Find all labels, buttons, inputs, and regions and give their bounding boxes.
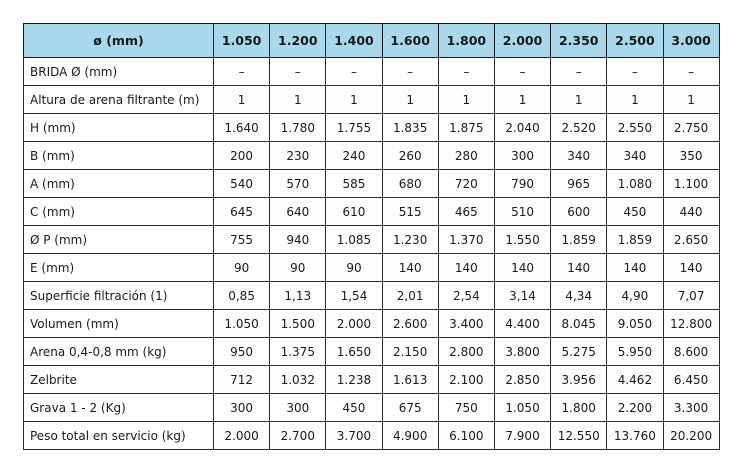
row-label: Altura de arena filtrante (m) (24, 86, 214, 114)
table-cell: 712 (214, 366, 270, 394)
table-cell: 90 (214, 254, 270, 282)
table-cell: – (551, 58, 607, 86)
table-cell: 140 (663, 254, 719, 282)
header-size-1800: 1.800 (438, 24, 494, 58)
table-cell: 1.050 (214, 310, 270, 338)
table-cell: – (494, 58, 550, 86)
table-cell: 610 (326, 198, 382, 226)
table-row (24, 86, 720, 114)
table-cell: 140 (382, 254, 438, 282)
table-row (24, 282, 720, 310)
table-cell: 2.520 (551, 114, 607, 142)
table-cell: 7,07 (663, 282, 719, 310)
row-label: C (mm) (24, 198, 214, 226)
table-cell: 1 (551, 86, 607, 114)
table-cell: 1.613 (382, 366, 438, 394)
table-cell: 8.045 (551, 310, 607, 338)
table-row (24, 422, 720, 450)
table-cell: 2.650 (663, 226, 719, 254)
table-cell: 2,01 (382, 282, 438, 310)
table-row (24, 114, 720, 142)
table-cell: 6.450 (663, 366, 719, 394)
header-size-1600: 1.600 (382, 24, 438, 58)
table-cell: 1 (663, 86, 719, 114)
table-cell: 3.700 (326, 422, 382, 450)
row-label: Arena 0,4-0,8 mm (kg) (24, 338, 214, 366)
table-cell: 2.200 (607, 394, 663, 422)
row-label: Peso total en servicio (kg) (24, 422, 214, 450)
table-row (24, 338, 720, 366)
table-cell: 2.700 (270, 422, 326, 450)
table-row (24, 394, 720, 422)
table-cell: 140 (607, 254, 663, 282)
table-cell: 90 (326, 254, 382, 282)
table-cell: 2,54 (438, 282, 494, 310)
table-cell: 1.375 (270, 338, 326, 366)
row-label: Volumen (mm) (24, 310, 214, 338)
table-cell: 540 (214, 170, 270, 198)
header-size-3000: 3.000 (663, 24, 719, 58)
filter-spec-table (23, 23, 720, 450)
row-label: A (mm) (24, 170, 214, 198)
filter-spec-table-container (23, 23, 719, 450)
table-cell: 3.956 (551, 366, 607, 394)
table-cell: 13.760 (607, 422, 663, 450)
table-cell: – (214, 58, 270, 86)
table-cell: 1.032 (270, 366, 326, 394)
table-cell: 12.550 (551, 422, 607, 450)
table-cell: 720 (438, 170, 494, 198)
table-cell: 940 (270, 226, 326, 254)
table-cell: 1.755 (326, 114, 382, 142)
table-cell: 8.600 (663, 338, 719, 366)
table-cell: 6.100 (438, 422, 494, 450)
header-size-2350: 2.350 (551, 24, 607, 58)
table-cell: 3,14 (494, 282, 550, 310)
table-cell: 1.080 (607, 170, 663, 198)
table-row (24, 366, 720, 394)
table-cell: 1 (382, 86, 438, 114)
table-cell: 675 (382, 394, 438, 422)
row-label: BRIDA Ø (mm) (24, 58, 214, 86)
table-cell: 680 (382, 170, 438, 198)
table-cell: 1 (607, 86, 663, 114)
table-cell: 2.040 (494, 114, 550, 142)
table-cell: 230 (270, 142, 326, 170)
table-cell: 300 (494, 142, 550, 170)
table-cell: 5.950 (607, 338, 663, 366)
table-cell: 465 (438, 198, 494, 226)
table-cell: 1 (438, 86, 494, 114)
table-cell: 645 (214, 198, 270, 226)
table-cell: 1.500 (270, 310, 326, 338)
header-size-1200: 1.200 (270, 24, 326, 58)
table-cell: 1.835 (382, 114, 438, 142)
table-cell: 4,34 (551, 282, 607, 310)
table-cell: 3.300 (663, 394, 719, 422)
table-row (24, 170, 720, 198)
header-size-2000: 2.000 (494, 24, 550, 58)
table-cell: 450 (326, 394, 382, 422)
table-cell: 1 (270, 86, 326, 114)
table-cell: 1.230 (382, 226, 438, 254)
table-cell: 965 (551, 170, 607, 198)
row-label: B (mm) (24, 142, 214, 170)
table-cell: 2.000 (214, 422, 270, 450)
table-cell: 2.800 (438, 338, 494, 366)
table-cell: 1.859 (607, 226, 663, 254)
table-cell: 1.875 (438, 114, 494, 142)
table-cell: 640 (270, 198, 326, 226)
table-cell: 1.050 (494, 394, 550, 422)
table-cell: 2.850 (494, 366, 550, 394)
table-cell: 2.750 (663, 114, 719, 142)
table-cell: 5.275 (551, 338, 607, 366)
table-cell: 140 (438, 254, 494, 282)
table-cell: 4,90 (607, 282, 663, 310)
table-cell: 12.800 (663, 310, 719, 338)
table-cell: – (382, 58, 438, 86)
table-cell: 90 (270, 254, 326, 282)
table-cell: 515 (382, 198, 438, 226)
row-label: Grava 1 - 2 (Kg) (24, 394, 214, 422)
table-cell: 1.650 (326, 338, 382, 366)
header-size-1050: 1.050 (214, 24, 270, 58)
table-cell: 200 (214, 142, 270, 170)
table-cell: 3.800 (494, 338, 550, 366)
table-cell: 1.859 (551, 226, 607, 254)
table-cell: 950 (214, 338, 270, 366)
table-cell: 1.370 (438, 226, 494, 254)
table-cell: 600 (551, 198, 607, 226)
row-label: E (mm) (24, 254, 214, 282)
table-cell: 1.085 (326, 226, 382, 254)
table-cell: 0,85 (214, 282, 270, 310)
table-cell: 300 (270, 394, 326, 422)
table-cell: 1.550 (494, 226, 550, 254)
table-cell: 2.150 (382, 338, 438, 366)
header-size-2500: 2.500 (607, 24, 663, 58)
table-cell: 1 (214, 86, 270, 114)
table-row (24, 198, 720, 226)
table-cell: 300 (214, 394, 270, 422)
table-cell: 750 (438, 394, 494, 422)
table-cell: 2.600 (382, 310, 438, 338)
row-label: Superficie filtración (1) (24, 282, 214, 310)
table-cell: 790 (494, 170, 550, 198)
table-cell: 4.400 (494, 310, 550, 338)
table-cell: 440 (663, 198, 719, 226)
header-size-1400: 1.400 (326, 24, 382, 58)
table-row (24, 58, 720, 86)
table-row (24, 142, 720, 170)
table-cell: 1.640 (214, 114, 270, 142)
table-cell: – (663, 58, 719, 86)
table-cell: 1 (494, 86, 550, 114)
table-cell: 9.050 (607, 310, 663, 338)
row-label: H (mm) (24, 114, 214, 142)
table-cell: – (438, 58, 494, 86)
table-cell: 1.238 (326, 366, 382, 394)
table-cell: 755 (214, 226, 270, 254)
table-cell: 140 (551, 254, 607, 282)
table-cell: 3.400 (438, 310, 494, 338)
table-cell: 2.550 (607, 114, 663, 142)
row-label: Zelbrite (24, 366, 214, 394)
table-cell: 340 (607, 142, 663, 170)
table-cell: 350 (663, 142, 719, 170)
table-cell: 4.462 (607, 366, 663, 394)
table-cell: 2.100 (438, 366, 494, 394)
row-label: Ø P (mm) (24, 226, 214, 254)
table-cell: 1,54 (326, 282, 382, 310)
table-cell: 140 (494, 254, 550, 282)
table-cell: 280 (438, 142, 494, 170)
table-cell: 1,13 (270, 282, 326, 310)
table-cell: 450 (607, 198, 663, 226)
table-cell: 340 (551, 142, 607, 170)
table-row (24, 310, 720, 338)
table-row (24, 226, 720, 254)
table-cell: – (607, 58, 663, 86)
table-cell: – (270, 58, 326, 86)
table-cell: 585 (326, 170, 382, 198)
header-diameter-label: ø (mm) (24, 24, 214, 58)
table-cell: 1.100 (663, 170, 719, 198)
table-cell: 4.900 (382, 422, 438, 450)
header-row (24, 24, 720, 58)
table-row (24, 254, 720, 282)
table-cell: 1.780 (270, 114, 326, 142)
table-cell: – (326, 58, 382, 86)
table-cell: 240 (326, 142, 382, 170)
table-body (24, 58, 720, 450)
table-cell: 1.800 (551, 394, 607, 422)
table-cell: 2.000 (326, 310, 382, 338)
table-cell: 1 (326, 86, 382, 114)
table-header (24, 24, 720, 58)
table-cell: 510 (494, 198, 550, 226)
table-cell: 260 (382, 142, 438, 170)
table-cell: 7.900 (494, 422, 550, 450)
table-cell: 570 (270, 170, 326, 198)
table-cell: 20.200 (663, 422, 719, 450)
